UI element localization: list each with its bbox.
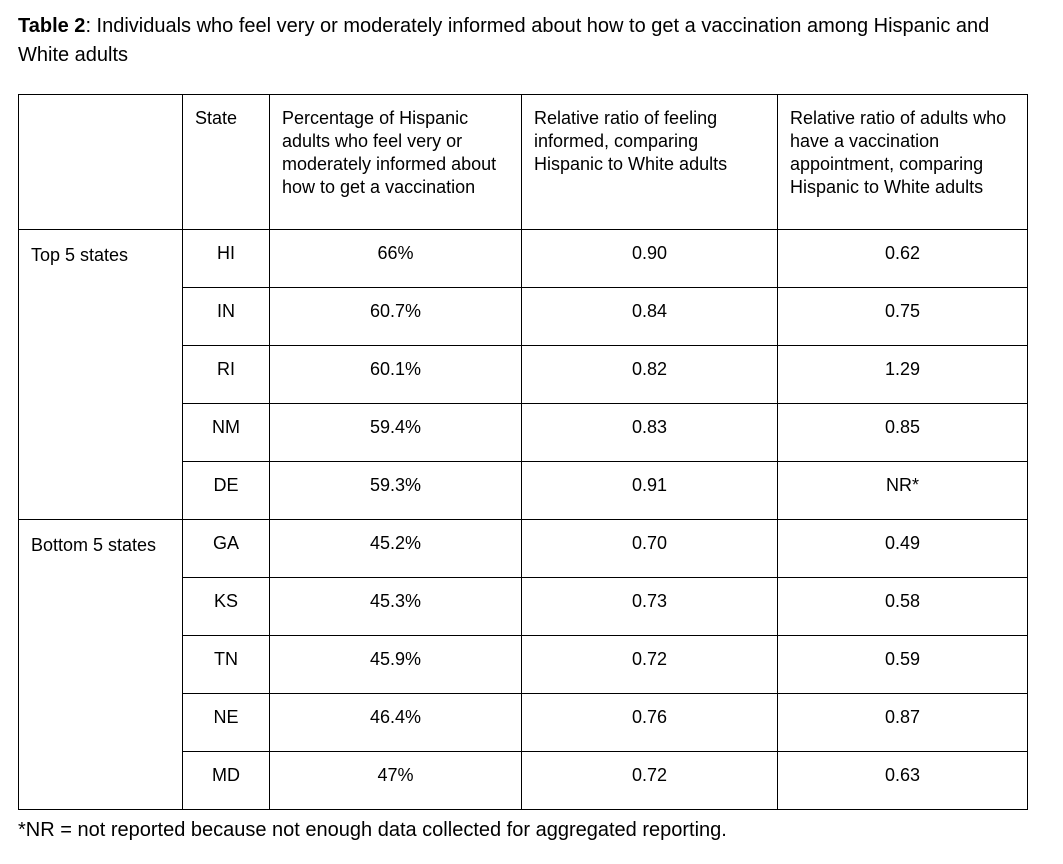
ratio-appointment-cell: 0.75 xyxy=(778,288,1028,346)
state-cell: GA xyxy=(183,520,270,578)
pct-cell: 46.4% xyxy=(270,694,522,752)
header-ratio-informed: Relative ratio of feeling informed, comparing Hispanic to White adults xyxy=(522,95,778,230)
state-cell: MD xyxy=(183,752,270,810)
ratio-appointment-cell: 0.59 xyxy=(778,636,1028,694)
table-row xyxy=(19,520,1028,578)
pct-cell: 66% xyxy=(270,230,522,288)
state-cell: NM xyxy=(183,404,270,462)
state-cell: IN xyxy=(183,288,270,346)
state-cell: KS xyxy=(183,578,270,636)
header-pct-informed: Percentage of Hispanic adults who feel very or moderately informed about how to get a vaccination xyxy=(270,95,522,230)
pct-cell: 45.3% xyxy=(270,578,522,636)
pct-cell: 45.9% xyxy=(270,636,522,694)
pct-cell: 60.1% xyxy=(270,346,522,404)
header-ratio-appointment: Relative ratio of adults who have a vaccination appointment, comparing Hispanic to White adults xyxy=(778,95,1028,230)
ratio-informed-cell: 0.73 xyxy=(522,578,778,636)
ratio-informed-cell: 0.76 xyxy=(522,694,778,752)
ratio-appointment-cell: 1.29 xyxy=(778,346,1028,404)
ratio-informed-cell: 0.72 xyxy=(522,636,778,694)
table-header xyxy=(19,95,1028,230)
group-label-top5: Top 5 states xyxy=(19,230,183,520)
state-cell: RI xyxy=(183,346,270,404)
table-title-label: Table 2 xyxy=(18,15,86,37)
pct-cell: 45.2% xyxy=(270,520,522,578)
ratio-informed-cell: 0.90 xyxy=(522,230,778,288)
state-cell: NE xyxy=(183,694,270,752)
table-title xyxy=(18,12,1008,70)
header-row xyxy=(19,95,1028,230)
table-title-text: : Individuals who feel very or moderately informed about how to get a vaccination among Hispanic and White adults xyxy=(18,15,990,66)
ratio-informed-cell: 0.91 xyxy=(522,462,778,520)
ratio-appointment-cell: 0.49 xyxy=(778,520,1028,578)
header-state: State xyxy=(183,95,270,230)
ratio-appointment-cell: 0.85 xyxy=(778,404,1028,462)
ratio-appointment-cell: 0.63 xyxy=(778,752,1028,810)
ratio-informed-cell: 0.72 xyxy=(522,752,778,810)
group-label-bottom5: Bottom 5 states xyxy=(19,520,183,810)
ratio-informed-cell: 0.70 xyxy=(522,520,778,578)
nr-footnote: *NR = not reported because not enough data collected for aggregated reporting. xyxy=(18,819,727,841)
pct-cell: 47% xyxy=(270,752,522,810)
ratio-appointment-cell: 0.87 xyxy=(778,694,1028,752)
ratio-appointment-cell: NR* xyxy=(778,462,1028,520)
header-group xyxy=(19,95,183,230)
vaccination-informed-table xyxy=(18,94,1028,810)
ratio-informed-cell: 0.82 xyxy=(522,346,778,404)
state-cell: TN xyxy=(183,636,270,694)
ratio-appointment-cell: 0.58 xyxy=(778,578,1028,636)
pct-cell: 59.3% xyxy=(270,462,522,520)
pct-cell: 60.7% xyxy=(270,288,522,346)
pct-cell: 59.4% xyxy=(270,404,522,462)
state-cell: HI xyxy=(183,230,270,288)
table-row xyxy=(19,230,1028,288)
table-body xyxy=(19,230,1028,810)
ratio-informed-cell: 0.83 xyxy=(522,404,778,462)
state-cell: DE xyxy=(183,462,270,520)
ratio-informed-cell: 0.84 xyxy=(522,288,778,346)
ratio-appointment-cell: 0.62 xyxy=(778,230,1028,288)
